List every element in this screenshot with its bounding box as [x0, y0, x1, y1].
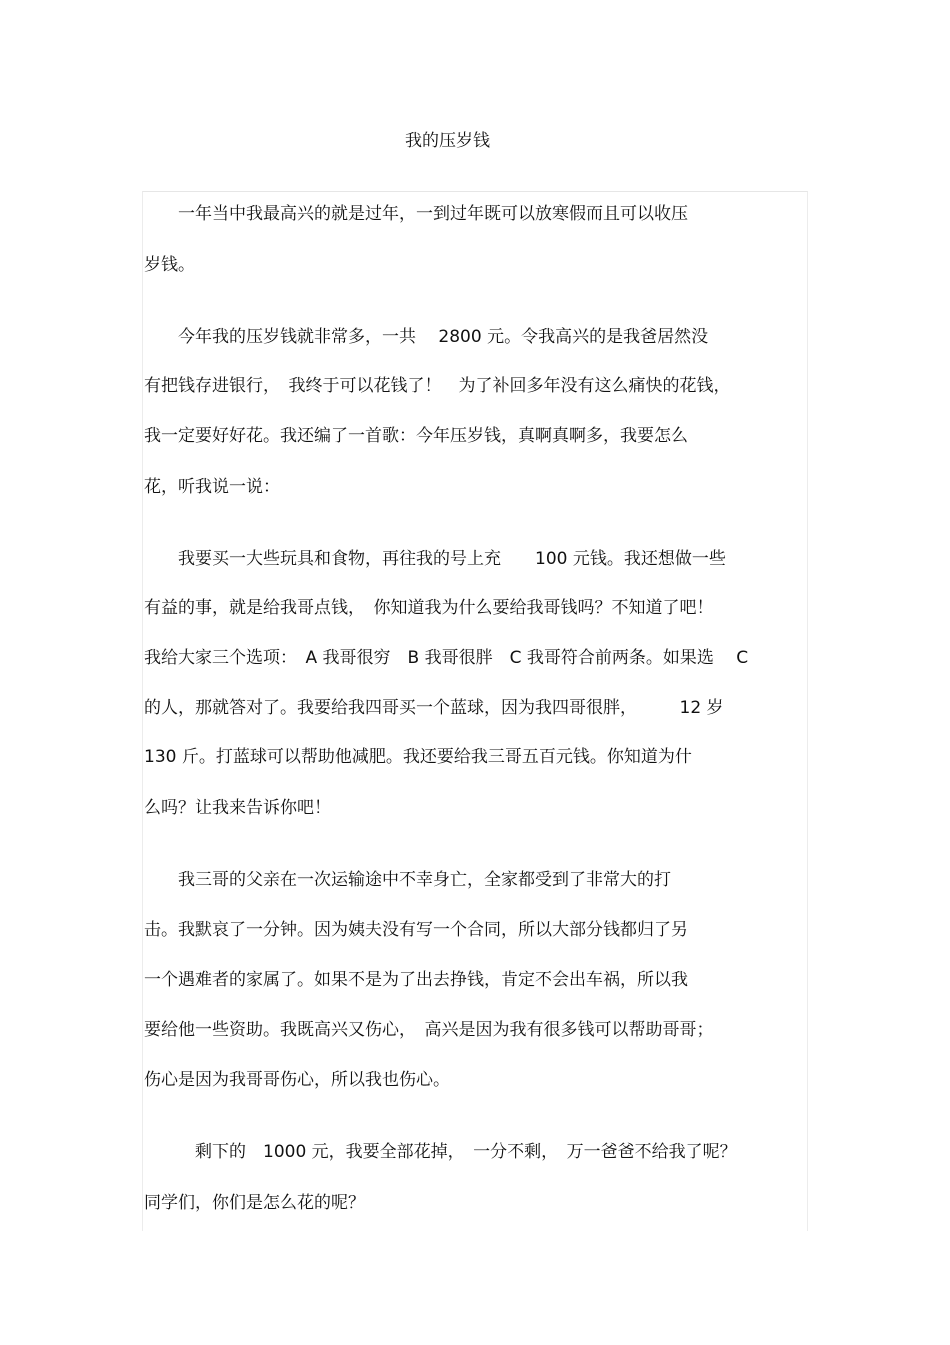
text-line: 要给他一些资助。我既高兴又伤心， 高兴是因为我有很多钱可以帮助哥哥； — [144, 1020, 714, 1040]
text-line: 一个遇难者的家属了。如果不是为了出去挣钱，肯定不会出车祸，所以我 — [144, 970, 688, 990]
text-line: 我给大家三个选项： A 我哥很穷 B 我哥很胖 C 我哥符合前两条。如果选 C — [144, 648, 749, 668]
text-line: 岁钱。 — [144, 255, 195, 275]
text-line: 剩下的 1000 元，我要全部花掉， 一分不剩， 万一爸爸不给我了呢？ — [144, 1142, 737, 1162]
text-line: 有把钱存进银行， 我终于可以花钱了！ 为了补回多年没有这么痛快的花钱， — [144, 376, 731, 396]
text-line: 的人，那就答对了。我要给我四哥买一个蓝球，因为我四哥很胖， 12 岁 — [144, 698, 724, 718]
text-line: 么吗？让我来告诉你吧！ — [144, 798, 331, 818]
text-line: 我要买一大些玩具和食物，再往我的号上充 100 元钱。我还想做一些 — [144, 549, 726, 569]
text-line: 一年当中我最高兴的就是过年，一到过年既可以放寒假而且可以收压 — [144, 204, 688, 224]
text-line: 今年我的压岁钱就非常多，一共 2800 元。令我高兴的是我爸居然没 — [144, 327, 709, 347]
text-line: 我一定要好好花。我还编了一首歌：今年压岁钱，真啊真啊多，我要怎么 — [144, 426, 688, 446]
document-title: 我的压岁钱 — [405, 131, 490, 151]
text-line: 同学们，你们是怎么花的呢？ — [144, 1193, 365, 1213]
text-line: 130 斤。打蓝球可以帮助他减肥。我还要给我三哥五百元钱。你知道为什 — [144, 747, 692, 767]
text-line: 伤心是因为我哥哥伤心，所以我也伤心。 — [144, 1070, 450, 1090]
text-line: 花，听我说一说： — [144, 477, 280, 497]
text-line: 有益的事，就是给我哥点钱， 你知道我为什么要给我哥钱吗？不知道了吧！ — [144, 598, 714, 618]
text-line: 击。我默哀了一分钟。因为姨夫没有写一个合同，所以大部分钱都归了另 — [144, 920, 688, 940]
text-line: 我三哥的父亲在一次运输途中不幸身亡，全家都受到了非常大的打 — [144, 870, 671, 890]
